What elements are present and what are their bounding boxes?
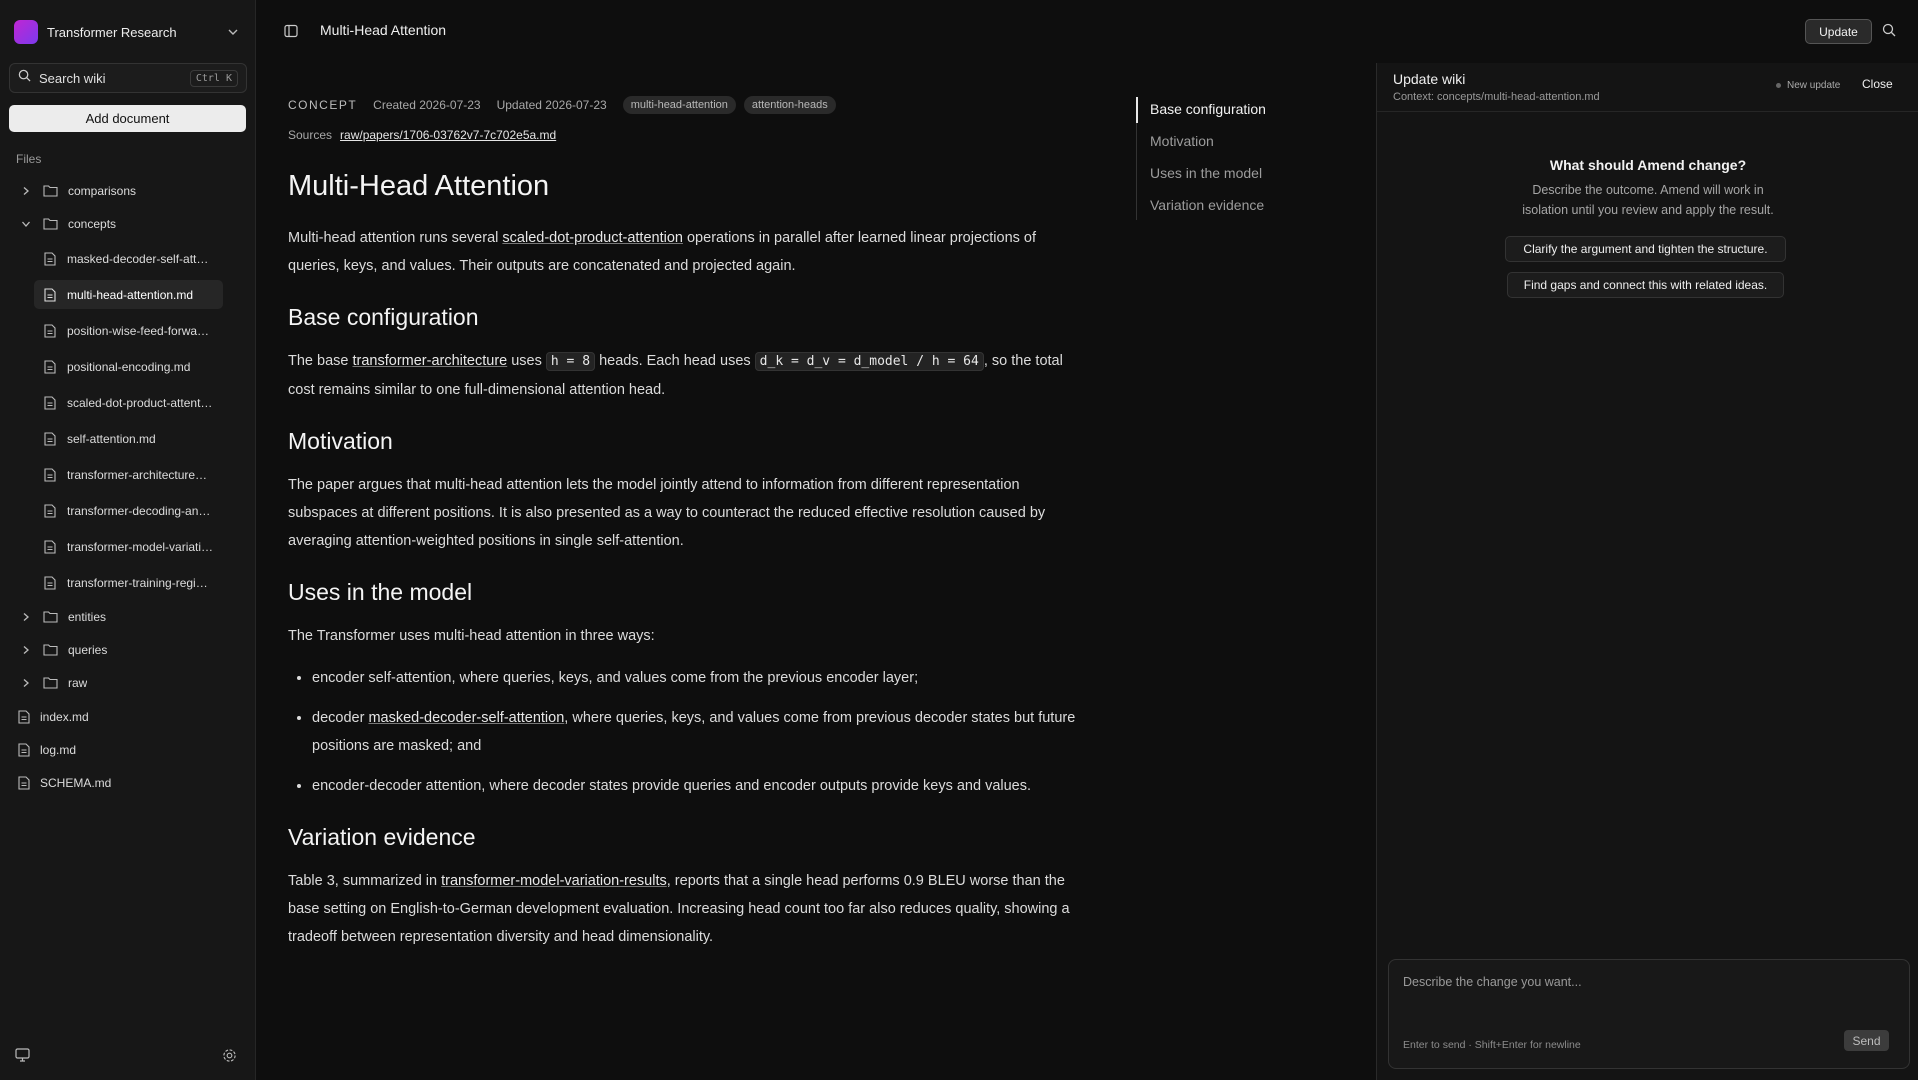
workspace-logo bbox=[14, 20, 38, 44]
folder-icon bbox=[42, 609, 58, 625]
tree-file[interactable] bbox=[34, 388, 223, 417]
toc-item[interactable]: Base configuration bbox=[1150, 101, 1266, 117]
file-icon bbox=[42, 395, 58, 411]
page-title: Multi-Head Attention bbox=[320, 22, 447, 38]
monitor-icon[interactable] bbox=[15, 1048, 30, 1067]
file-icon bbox=[42, 323, 58, 339]
composer-hint: Enter to send · Shift+Enter for newline bbox=[1403, 1039, 1581, 1051]
text: uses bbox=[507, 353, 546, 369]
gear-icon[interactable] bbox=[222, 1048, 237, 1068]
send-button[interactable]: Send bbox=[1844, 1030, 1889, 1051]
change-composer[interactable] bbox=[1388, 959, 1910, 1069]
file-icon bbox=[42, 467, 58, 483]
tree-file[interactable] bbox=[16, 735, 236, 764]
tree-label: transformer-training-regi… bbox=[67, 575, 208, 590]
uses-intro: The Transformer uses multi-head attention in three ways: bbox=[288, 628, 655, 644]
tree-folder-entities[interactable] bbox=[18, 602, 238, 631]
tree-label: index.md bbox=[40, 709, 89, 724]
tree-file[interactable] bbox=[34, 496, 223, 525]
file-icon bbox=[42, 503, 58, 519]
toc-active-indicator bbox=[1136, 97, 1138, 123]
tree-folder-concepts[interactable] bbox=[18, 209, 238, 238]
file-icon bbox=[42, 251, 58, 267]
tree-label: transformer-architecture… bbox=[67, 467, 208, 482]
tag[interactable]: multi-head-attention bbox=[623, 96, 736, 114]
chevron-right-icon[interactable] bbox=[18, 183, 34, 199]
wiki-link[interactable]: scaled-dot-product-attention bbox=[502, 230, 683, 246]
intro-paragraph bbox=[288, 224, 1086, 280]
status-dot-icon bbox=[1776, 83, 1781, 88]
motivation-paragraph: The paper argues that multi-head attention lets the model jointly attend to information from different representation subspaces at different positions. It is also presented as a way to counteract the reduced effective resolution caused by averaging attention-weighted positions in single self-attention. bbox=[288, 477, 1046, 549]
tree-label: transformer-decoding-an… bbox=[67, 503, 211, 518]
status-text: New update bbox=[1787, 80, 1841, 91]
created-date: Created 2026-07-23 bbox=[373, 98, 481, 112]
inline-code: h = 8 bbox=[546, 352, 595, 371]
chevron-down-icon[interactable] bbox=[18, 216, 34, 232]
tree-folder-queries[interactable] bbox=[18, 635, 238, 664]
updated-date: Updated 2026-07-23 bbox=[496, 98, 607, 112]
folder-icon bbox=[42, 642, 58, 658]
tree-label: multi-head-attention.md bbox=[67, 287, 194, 302]
search-icon[interactable] bbox=[1882, 23, 1896, 42]
base-paragraph bbox=[288, 347, 1086, 404]
list-item bbox=[312, 704, 1086, 760]
chevron-right-icon[interactable] bbox=[18, 609, 34, 625]
article bbox=[288, 170, 1086, 951]
tree-file[interactable] bbox=[34, 244, 223, 273]
text: The base bbox=[288, 353, 353, 369]
tree-folder-comparisons[interactable] bbox=[18, 176, 238, 205]
tree-file[interactable] bbox=[34, 352, 223, 381]
wiki-link[interactable]: transformer-architecture bbox=[352, 353, 508, 369]
panel-title: Update wiki bbox=[1393, 71, 1466, 87]
prompt-title: What should Amend change? bbox=[1549, 157, 1747, 173]
file-icon bbox=[16, 775, 32, 791]
tree-label: transformer-model-variati… bbox=[67, 539, 214, 554]
section-heading: Variation evidence bbox=[288, 824, 476, 850]
tree-label: queries bbox=[68, 642, 108, 657]
folder-icon bbox=[42, 675, 58, 691]
inline-code: d_k = d_v = d_model / h = 64 bbox=[755, 352, 984, 371]
tree-label: SCHEMA.md bbox=[40, 775, 112, 790]
list-item: • encoder-decoder attention, where decoder states provide queries and encoder outputs provide keys and values. bbox=[312, 772, 1086, 800]
update-wiki-panel bbox=[1376, 63, 1918, 1080]
toc-item[interactable]: Uses in the model bbox=[1150, 165, 1263, 181]
text: heads. Each head uses bbox=[595, 353, 755, 369]
tree-label: positional-encoding.md bbox=[67, 359, 191, 374]
files-label: Files bbox=[16, 152, 42, 166]
file-icon bbox=[42, 539, 58, 555]
tree-label: concepts bbox=[68, 216, 117, 231]
file-icon bbox=[16, 742, 32, 758]
section-heading: Base configuration bbox=[288, 304, 479, 330]
wiki-link[interactable]: transformer-model-variation-results bbox=[441, 873, 667, 889]
file-icon bbox=[42, 575, 58, 591]
chevron-down-icon[interactable] bbox=[224, 23, 242, 41]
suggestion-button[interactable]: Find gaps and connect this with related ideas. bbox=[1507, 272, 1784, 298]
search-label: Search wiki bbox=[39, 70, 106, 86]
tag[interactable]: attention-heads bbox=[744, 96, 836, 114]
prompt-description: Describe the outcome. Amend will work in isolation until you review and apply the result. bbox=[1522, 183, 1774, 217]
file-icon bbox=[42, 287, 58, 303]
file-icon bbox=[42, 359, 58, 375]
update-button[interactable]: Update bbox=[1805, 19, 1872, 44]
panel-context: Context: concepts/multi-head-attention.md bbox=[1393, 91, 1600, 103]
tree-label: log.md bbox=[40, 742, 77, 757]
doc-meta bbox=[288, 96, 844, 114]
uses-list bbox=[312, 664, 1086, 800]
suggestion-button[interactable]: Clarify the argument and tighten the structure. bbox=[1505, 236, 1786, 262]
variation-paragraph bbox=[288, 867, 1086, 951]
search-icon bbox=[18, 69, 31, 87]
chevron-right-icon[interactable] bbox=[18, 642, 34, 658]
text: Multi-head attention runs several bbox=[288, 230, 503, 246]
tree-label: raw bbox=[68, 675, 88, 690]
text: Table 3, summarized in bbox=[288, 873, 442, 889]
tree-file[interactable] bbox=[16, 702, 236, 731]
doc-title: Multi-Head Attention bbox=[288, 170, 550, 202]
tree-label: comparisons bbox=[68, 183, 137, 198]
workspace-switcher[interactable] bbox=[14, 20, 242, 44]
panel-header bbox=[1377, 63, 1918, 112]
list-item: • encoder self-attention, where queries, keys, and values come from the previous encoder layer; bbox=[312, 664, 1086, 692]
toc-item[interactable]: Variation evidence bbox=[1150, 197, 1265, 213]
tree-file[interactable] bbox=[34, 316, 223, 345]
doc-kind: CONCEPT bbox=[288, 98, 358, 112]
status-badge bbox=[1776, 80, 1840, 91]
tree-label: scaled-dot-product-attent… bbox=[67, 395, 213, 410]
wiki-link[interactable]: masked-decoder-self-attention bbox=[368, 710, 565, 726]
folder-icon bbox=[42, 216, 58, 232]
tree-folder-raw[interactable] bbox=[18, 668, 238, 697]
text: decoder bbox=[312, 710, 369, 726]
tree-label: position-wise-feed-forwa… bbox=[67, 323, 210, 338]
tree-file[interactable] bbox=[34, 568, 223, 597]
source-link[interactable]: raw/papers/1706-03762v7-7c702e5a.md bbox=[340, 128, 557, 142]
file-icon bbox=[16, 709, 32, 725]
composer-input[interactable]: Describe the change you want... bbox=[1403, 975, 1582, 989]
tree-label: masked-decoder-self-att… bbox=[67, 251, 209, 266]
workspace-name: Transformer Research bbox=[47, 24, 177, 40]
tree-file-active[interactable] bbox=[34, 280, 223, 309]
text: operations in parallel after learned linear projections of queries, keys, and values. Their outputs are concatenated and projected again. bbox=[288, 230, 1037, 274]
sidebar bbox=[0, 0, 256, 1080]
folder-icon bbox=[42, 183, 58, 199]
toc-item[interactable]: Motivation bbox=[1150, 133, 1214, 149]
text: , reports that a single head performs 0.9 BLEU worse than the base setting on English-to-German development evaluation. Increasing head count too far also reduces quality, showing a tradeoff between representation diversity and head dimensionality. bbox=[288, 873, 1070, 945]
tree-file[interactable] bbox=[34, 424, 223, 453]
section-heading: Motivation bbox=[288, 428, 393, 454]
tree-label: self-attention.md bbox=[67, 431, 156, 446]
file-icon bbox=[42, 431, 58, 447]
table-of-contents bbox=[1136, 97, 1266, 220]
close-button[interactable]: Close bbox=[1862, 77, 1893, 91]
tree-file[interactable] bbox=[16, 768, 236, 797]
add-document-button[interactable]: Add document bbox=[9, 105, 246, 132]
tree-file[interactable] bbox=[34, 532, 223, 561]
section-heading: Uses in the model bbox=[288, 579, 473, 605]
sidebar-toggle-icon[interactable] bbox=[284, 24, 298, 43]
sources-row bbox=[288, 128, 556, 142]
text: , where queries, keys, and values come from previous decoder states but future positions are masked; and bbox=[312, 710, 1076, 754]
sources-label: Sources bbox=[288, 128, 333, 142]
search-shortcut: Ctrl K bbox=[190, 70, 238, 87]
chevron-right-icon[interactable] bbox=[18, 675, 34, 691]
tree-label: entities bbox=[68, 609, 107, 624]
tree-file[interactable] bbox=[34, 460, 223, 489]
search-wiki-input[interactable] bbox=[9, 63, 247, 93]
text: , so the total cost remains similar to one full-dimensional attention head. bbox=[288, 353, 1063, 398]
